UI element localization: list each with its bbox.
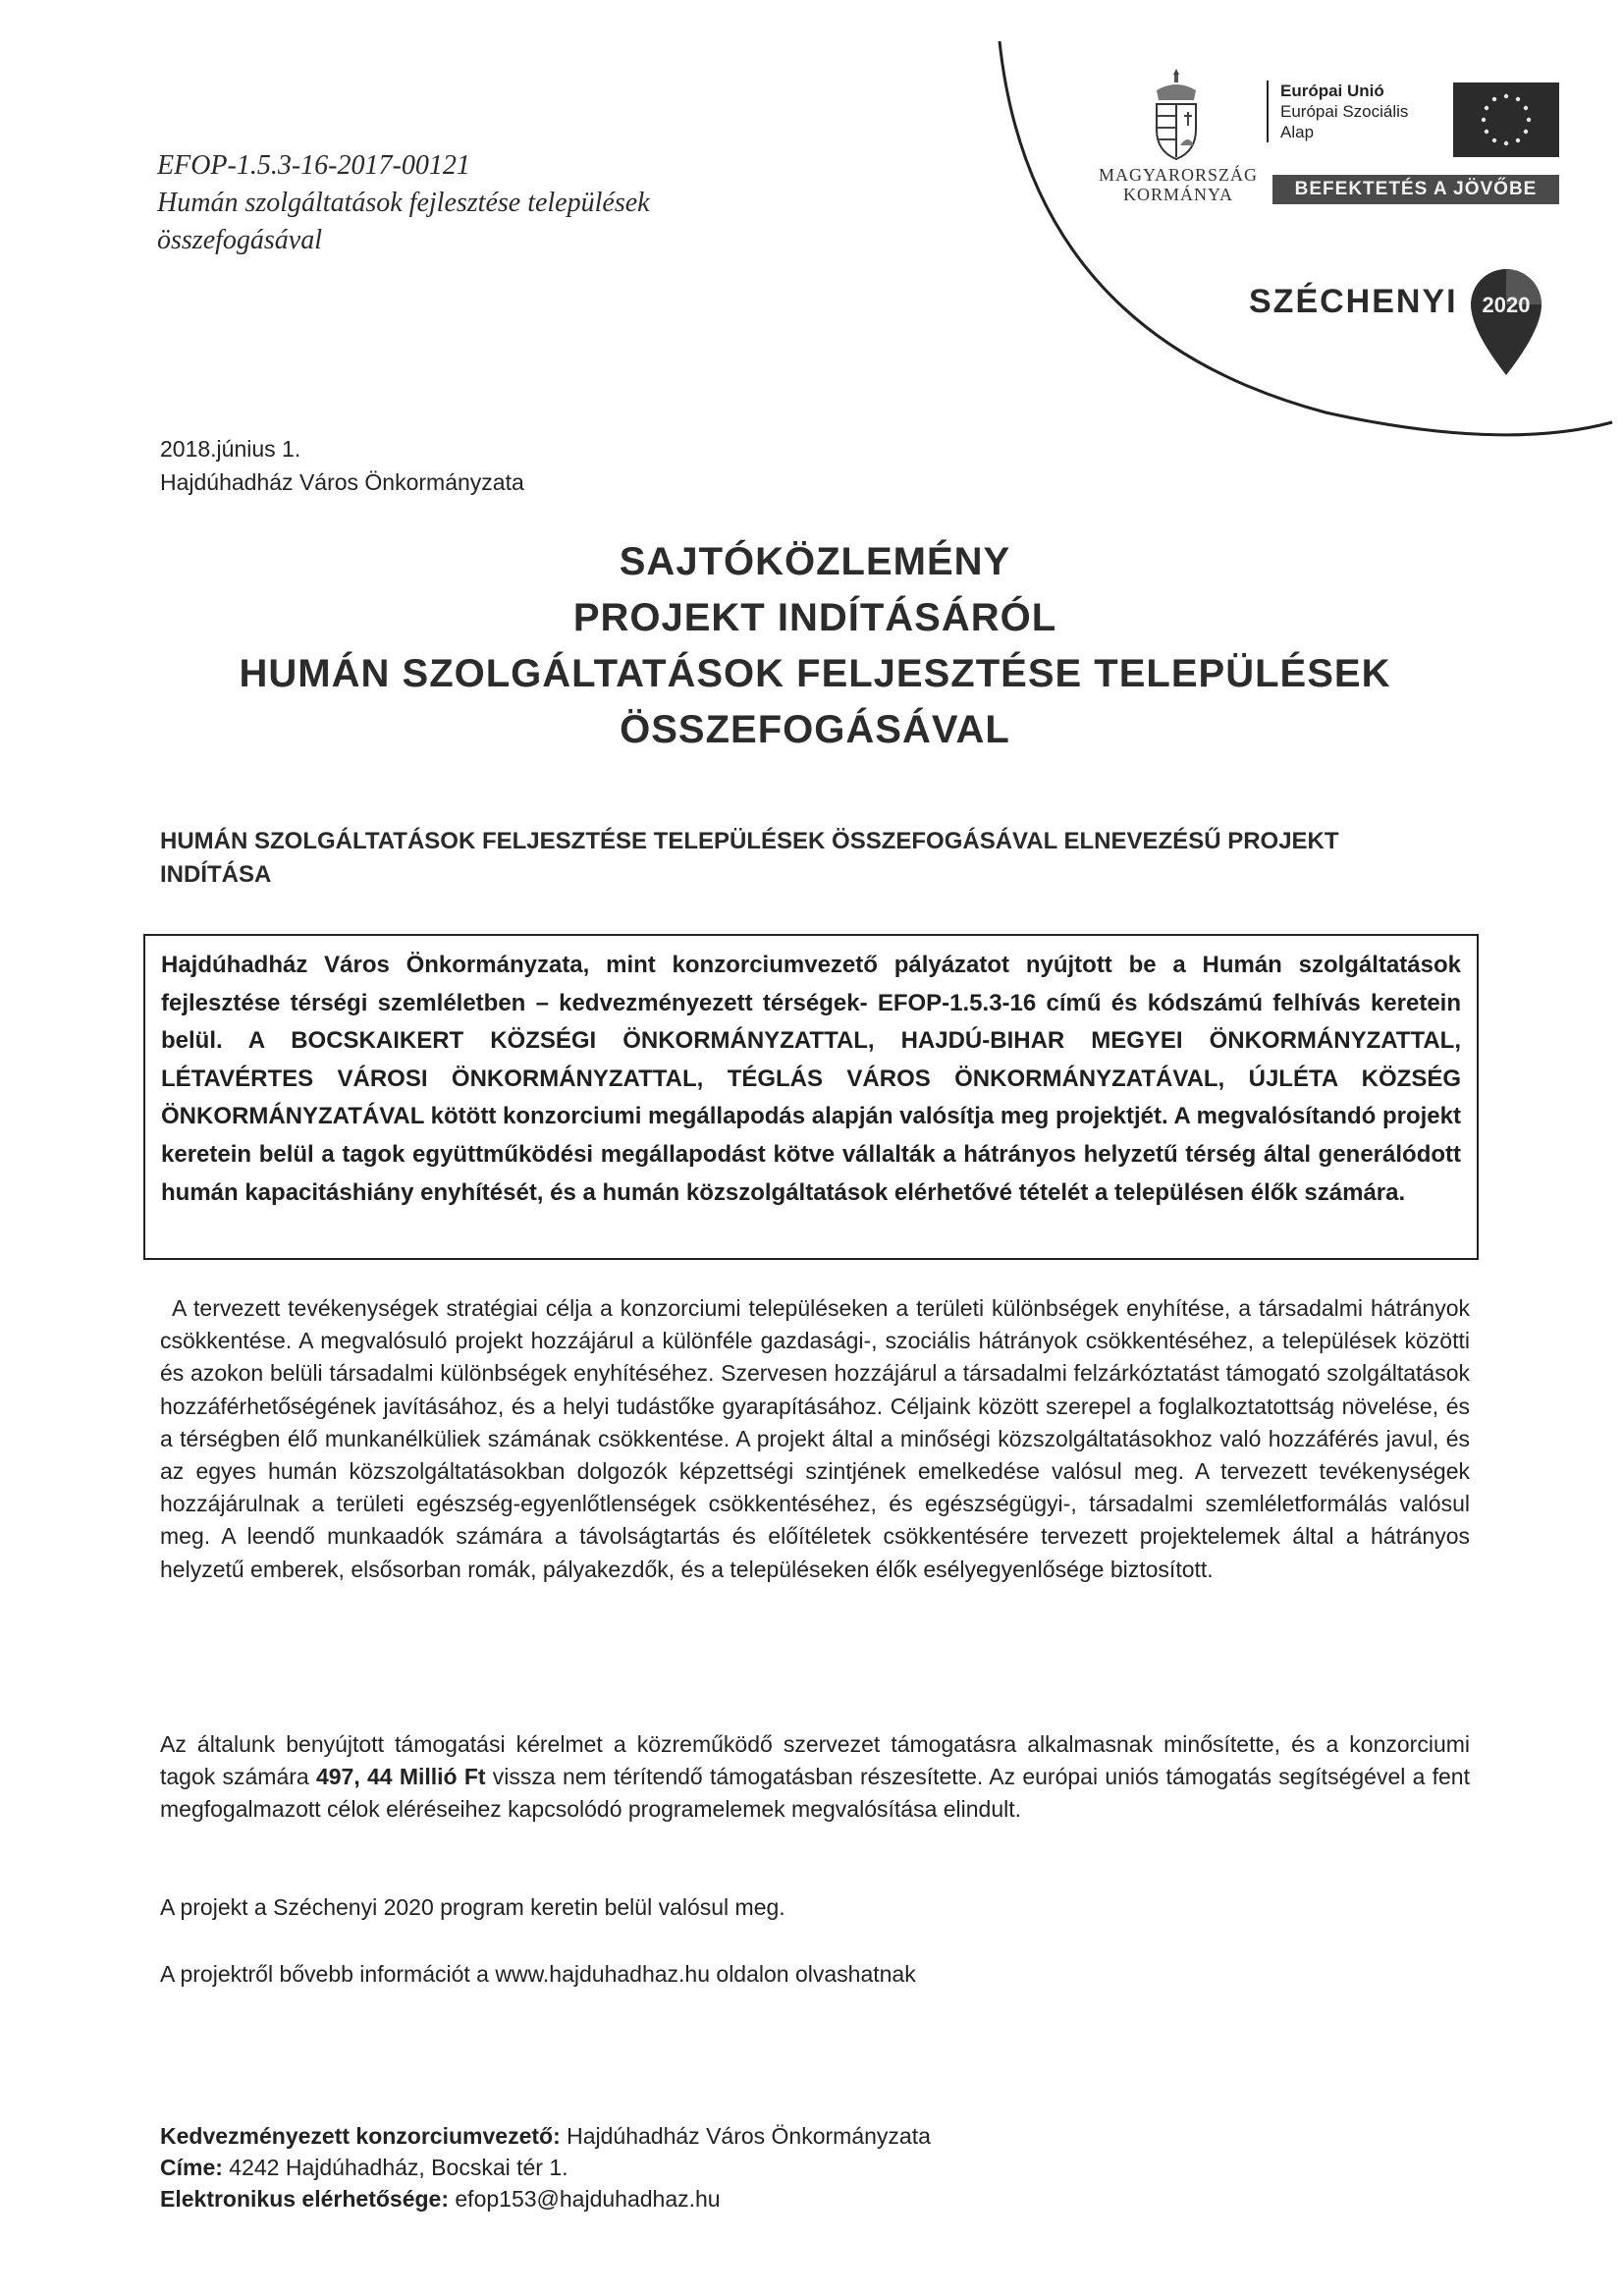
summary-box [143,934,1479,1260]
eu-line2: Európai Szociális [1280,102,1409,121]
contact-footer [160,2120,931,2214]
issuing-organization: Hajdúhadház Város Önkormányzata [160,469,524,495]
title-line2: PROJEKT INDÍTÁSÁRÓL [572,596,1057,639]
beneficiary-value: Hajdúhadház Város Önkormányzata [560,2123,931,2149]
eu-logo-text [1267,81,1437,142]
szechenyi-logo-text: SZÉCHENYI [1249,283,1458,320]
project-code: EFOP-1.5.3-16-2017-00121 [157,150,470,181]
gov-logo-line2: KORMÁNYA [1122,185,1233,204]
project-subtitle: HUMÁN SZOLGÁLTATÁSOK FELJESZTÉSE TELEPÜLÉSEK ÖSSZEFOGÁSÁVAL ELNEVEZÉSŰ PROJEKT INDÍTÁSA [160,828,1339,888]
title-line4: ÖSSZEFOGÁSÁVAL [620,708,1010,751]
eu-flag-icon [1453,82,1559,157]
summary-text: Hajdúhadház Város Önkormányzata, mint konzorciumvezető pályázatot nyújtott be a Humán szolgáltatások fejlesztése térségi szemléletben – kedvezményezett térségek- EFOP-1.5.3-16 című és kódszámú felhívás keretein belül. A BOCSKAIKERT KÖZSÉGI ÖNKORMÁNYZATTAL, HAJDÚ-BIHAR MEGYEI ÖNKORMÁNYZATTAL, LÉTAVÉRTES VÁROSI ÖNKORMÁNYZATTAL, TÉGLÁS VÁROS ÖNKORMÁNYZATÁVAL, ÚJLÉTA KÖZSÉG ÖNKORMÁNYZATÁVAL kötött konzorciumi megállapodás alapján valósítja meg projektjét. A megvalósítandó projekt keretein belül a tagok együttműködési megállapodást kötve vállalták a hátrányos helyzetű térség által generálódott humán kapacitáshiány enyhítését, és a humán közszolgáltatások elérhetővé tételét a településen élők számára. [161,952,1461,1206]
address-label: Címe: [160,2155,223,2180]
gov-logo-line1: MAGYARORSZÁG [1098,165,1259,185]
future-investment-banner: BEFEKTETÉS A JÖVŐBE [1272,175,1559,204]
body-paragraph-4: A projektről bővebb információt a www.hajduhadhaz.hu oldalon olvashatnak [160,1961,916,1987]
press-date: 2018.június 1. [160,436,301,462]
eu-line3: Alap [1280,123,1315,141]
body-paragraph-1: A tervezett tevékenységek stratégiai célja a konzorciumi településeken a területi különbségek enyhítése, a társadalmi hátrányok csökkentése. A megvalósuló projekt hozzájárul a különféle gazdasági-, szociális hátrányok csökkentéséhez, a települések közötti és azokon belüli társadalmi különbségek enyhítéséhez. Szervesen hozzájárul a társadalmi felzárkóztatást támogató szolgáltatások hozzáférhetőségének javításához, és a helyi tudástőke gyarapításához. Céljaink között szerepel a foglalkoztatottság növelése, és a térségben élő munkanélküliek számának csökkentése. A projekt által a minőségi közszolgáltatásokhoz való hozzáférés javul, és az egyes humán közszolgáltatásokban dolgozók képzettségi szintjének emelkedése valósul meg. A tervezett tevékenységek hozzájárulnak a területi egészség-egyenlőtlenségek csökkentéséhez, és egészségügyi-, társadalmi szemléletformálás valósul meg. A leendő munkaadók számára a távolságtartás és előítéletek csökkentésére tervezett projektelemek által a hátrányos helyzetű emberek, elsősorban romák, pályakezdők, és a településeken élők esélyegyenlősége biztosított. [160,1295,1470,1582]
email-value: efop153@hajduhadhaz.hu [449,2186,721,2212]
beneficiary-line [160,2120,931,2152]
beneficiary-label: Kedvezményezett konzorciumvezető: [160,2123,561,2149]
funding-amount: 497, 44 Millió Ft [315,1764,486,1790]
eu-line1: Európai Unió [1280,82,1384,100]
project-name-line1: Humán szolgáltatások fejlesztése települések [157,188,650,218]
project-name-line2: összefogásával [157,225,322,255]
szechenyi-2020-pin-icon [1465,265,1547,379]
press-release-title [157,534,1473,758]
title-line1: SAJTÓKÖZLEMÉNY [619,540,1011,583]
funding-text-after: vissza nem térítendő támogatásban részesítette. Az európai uniós támogatás segítségével a fent megfogalmazott célok eléréseihez kapcsolódó programelemek megvalósítása elindult. [160,1764,1470,1823]
szechenyi-2020-year: 2020 [1482,293,1531,317]
funding-text-before: Az általunk benyújtott támogatási kérelmet a közreműködő szervezet támogatásra alkalmasnak minősítette, és a konzorciumi tagok számára [160,1731,1470,1790]
email-line [160,2183,931,2214]
body-paragraph-2 [160,1728,1470,1827]
title-line3: HUMÁN SZOLGÁLTATÁSOK FELJESZTÉSE TELEPÜLÉSEK [239,652,1391,695]
hungarian-crest-icon [1149,67,1204,161]
address-line [160,2152,931,2183]
body-paragraph-3: A projekt a Széchenyi 2020 program keretin belül valósul meg. [160,1894,785,1920]
project-header [157,147,785,259]
address-value: 4242 Hajdúhadház, Bocskai tér 1. [222,2155,568,2180]
email-label: Elektronikus elérhetősége: [160,2186,449,2212]
gov-logo-text [1090,165,1267,204]
